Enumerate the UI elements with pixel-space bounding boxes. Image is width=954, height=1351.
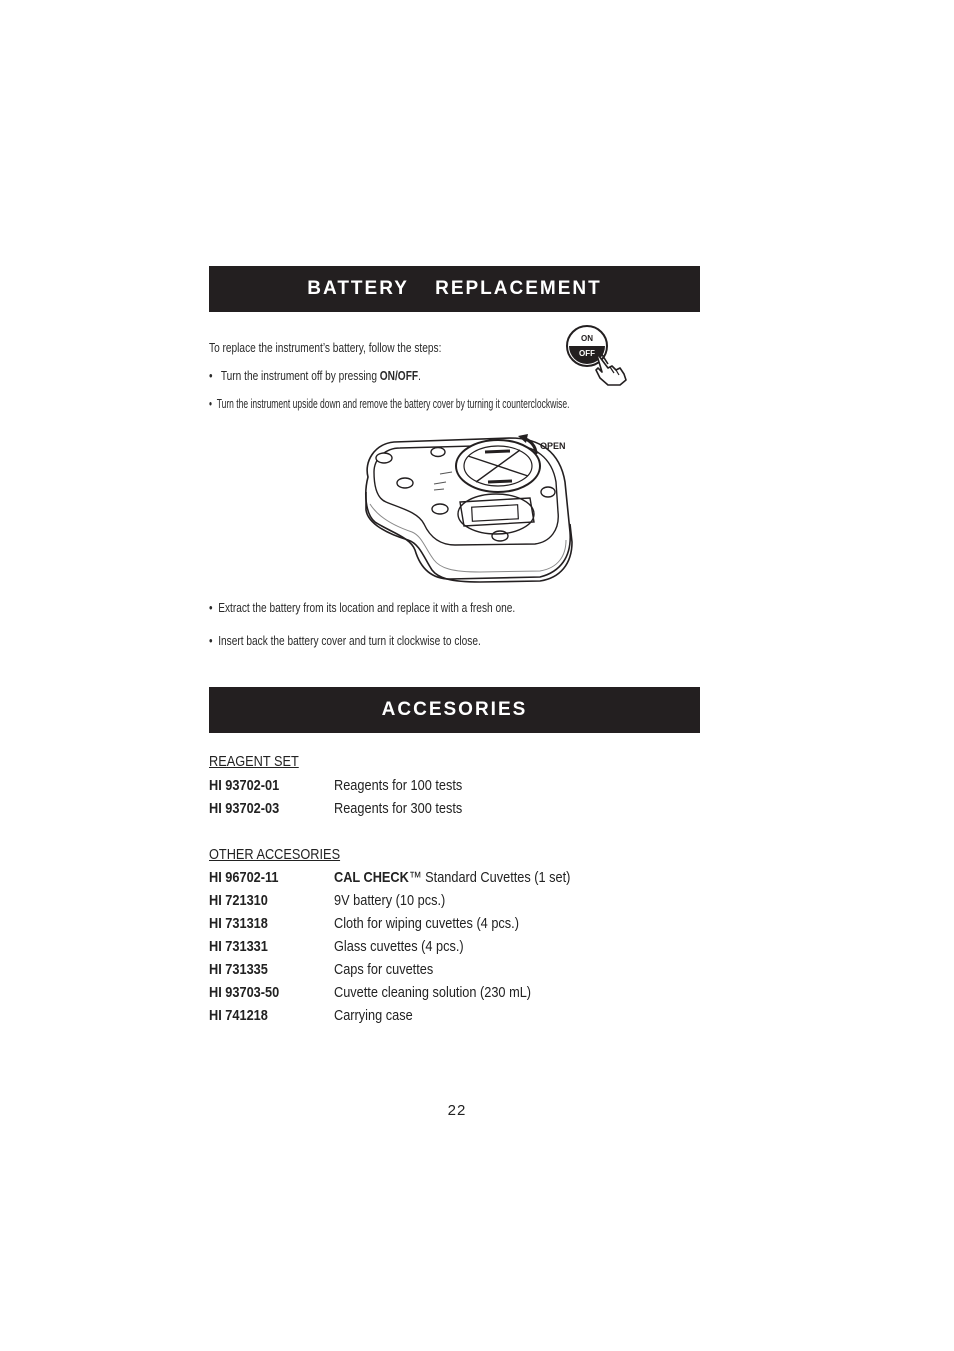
list-item bbox=[209, 869, 709, 891]
product-code: HI 93702-01 bbox=[209, 777, 280, 794]
product-code: HI 93703-50 bbox=[209, 984, 280, 1001]
list-item bbox=[209, 984, 709, 1006]
accessories-title: ACCESORIES bbox=[381, 699, 528, 720]
step-turn-off-suffix: . bbox=[418, 368, 421, 383]
list-item bbox=[209, 1007, 709, 1029]
product-description: Glass cuvettes (4 pcs.) bbox=[334, 938, 464, 955]
off-label: OFF bbox=[579, 349, 595, 358]
product-description: Cuvette cleaning solution (230 mL) bbox=[334, 984, 532, 1001]
step-turn-off bbox=[209, 368, 421, 383]
battery-replacement-title: BATTERY REPLACEMENT bbox=[307, 278, 602, 299]
list-item bbox=[209, 777, 709, 799]
cal-check-brand: CAL CHECK bbox=[334, 869, 409, 886]
list-item bbox=[209, 938, 709, 960]
on-off-button-illustration bbox=[562, 322, 632, 388]
on-label: ON bbox=[581, 334, 593, 343]
other-accessories-heading: OTHER ACCESORIES bbox=[209, 846, 341, 863]
product-description: Reagents for 100 tests bbox=[334, 777, 463, 794]
product-description: Cloth for wiping cuvettes (4 pcs.) bbox=[334, 915, 519, 932]
product-code: HI 741218 bbox=[209, 1007, 268, 1024]
battery-replacement-header bbox=[209, 266, 700, 312]
step-replace-battery: • Extract the battery from its location and replace it with a fresh one. bbox=[209, 600, 515, 615]
battery-intro: To replace the instrument’s battery, follow the steps: bbox=[209, 340, 442, 355]
product-description bbox=[334, 869, 570, 886]
list-item bbox=[209, 961, 709, 983]
open-label: OPEN bbox=[540, 441, 566, 451]
reagent-set-heading: REAGENT SET bbox=[209, 753, 299, 770]
list-item bbox=[209, 800, 709, 822]
step-remove-cover: • Turn the instrument upside down and remove the battery cover by turning it counterclockwise. bbox=[209, 396, 569, 411]
product-code: HI 731318 bbox=[209, 915, 268, 932]
product-description-text: ™ Standard Cuvettes (1 set) bbox=[408, 869, 571, 886]
product-description: Carrying case bbox=[334, 1007, 413, 1024]
instrument-battery-cover-illustration bbox=[360, 432, 580, 584]
product-description: 9V battery (10 pcs.) bbox=[334, 892, 446, 909]
page-number: 22 bbox=[447, 1102, 467, 1119]
product-code: HI 93702-03 bbox=[209, 800, 280, 817]
product-code: HI 721310 bbox=[209, 892, 268, 909]
product-description: Caps for cuvettes bbox=[334, 961, 434, 978]
product-description: Reagents for 300 tests bbox=[334, 800, 463, 817]
step-turn-off-prefix: Turn the instrument off by pressing bbox=[220, 368, 380, 383]
product-code: HI 96702-11 bbox=[209, 869, 279, 886]
list-item bbox=[209, 915, 709, 937]
accessories-header bbox=[209, 687, 700, 733]
step-close-cover: • Insert back the battery cover and turn it clockwise to close. bbox=[209, 633, 481, 648]
product-code: HI 731331 bbox=[209, 938, 268, 955]
product-code: HI 731335 bbox=[209, 961, 268, 978]
on-off-key: ON/OFF bbox=[379, 368, 419, 383]
list-item bbox=[209, 892, 709, 914]
